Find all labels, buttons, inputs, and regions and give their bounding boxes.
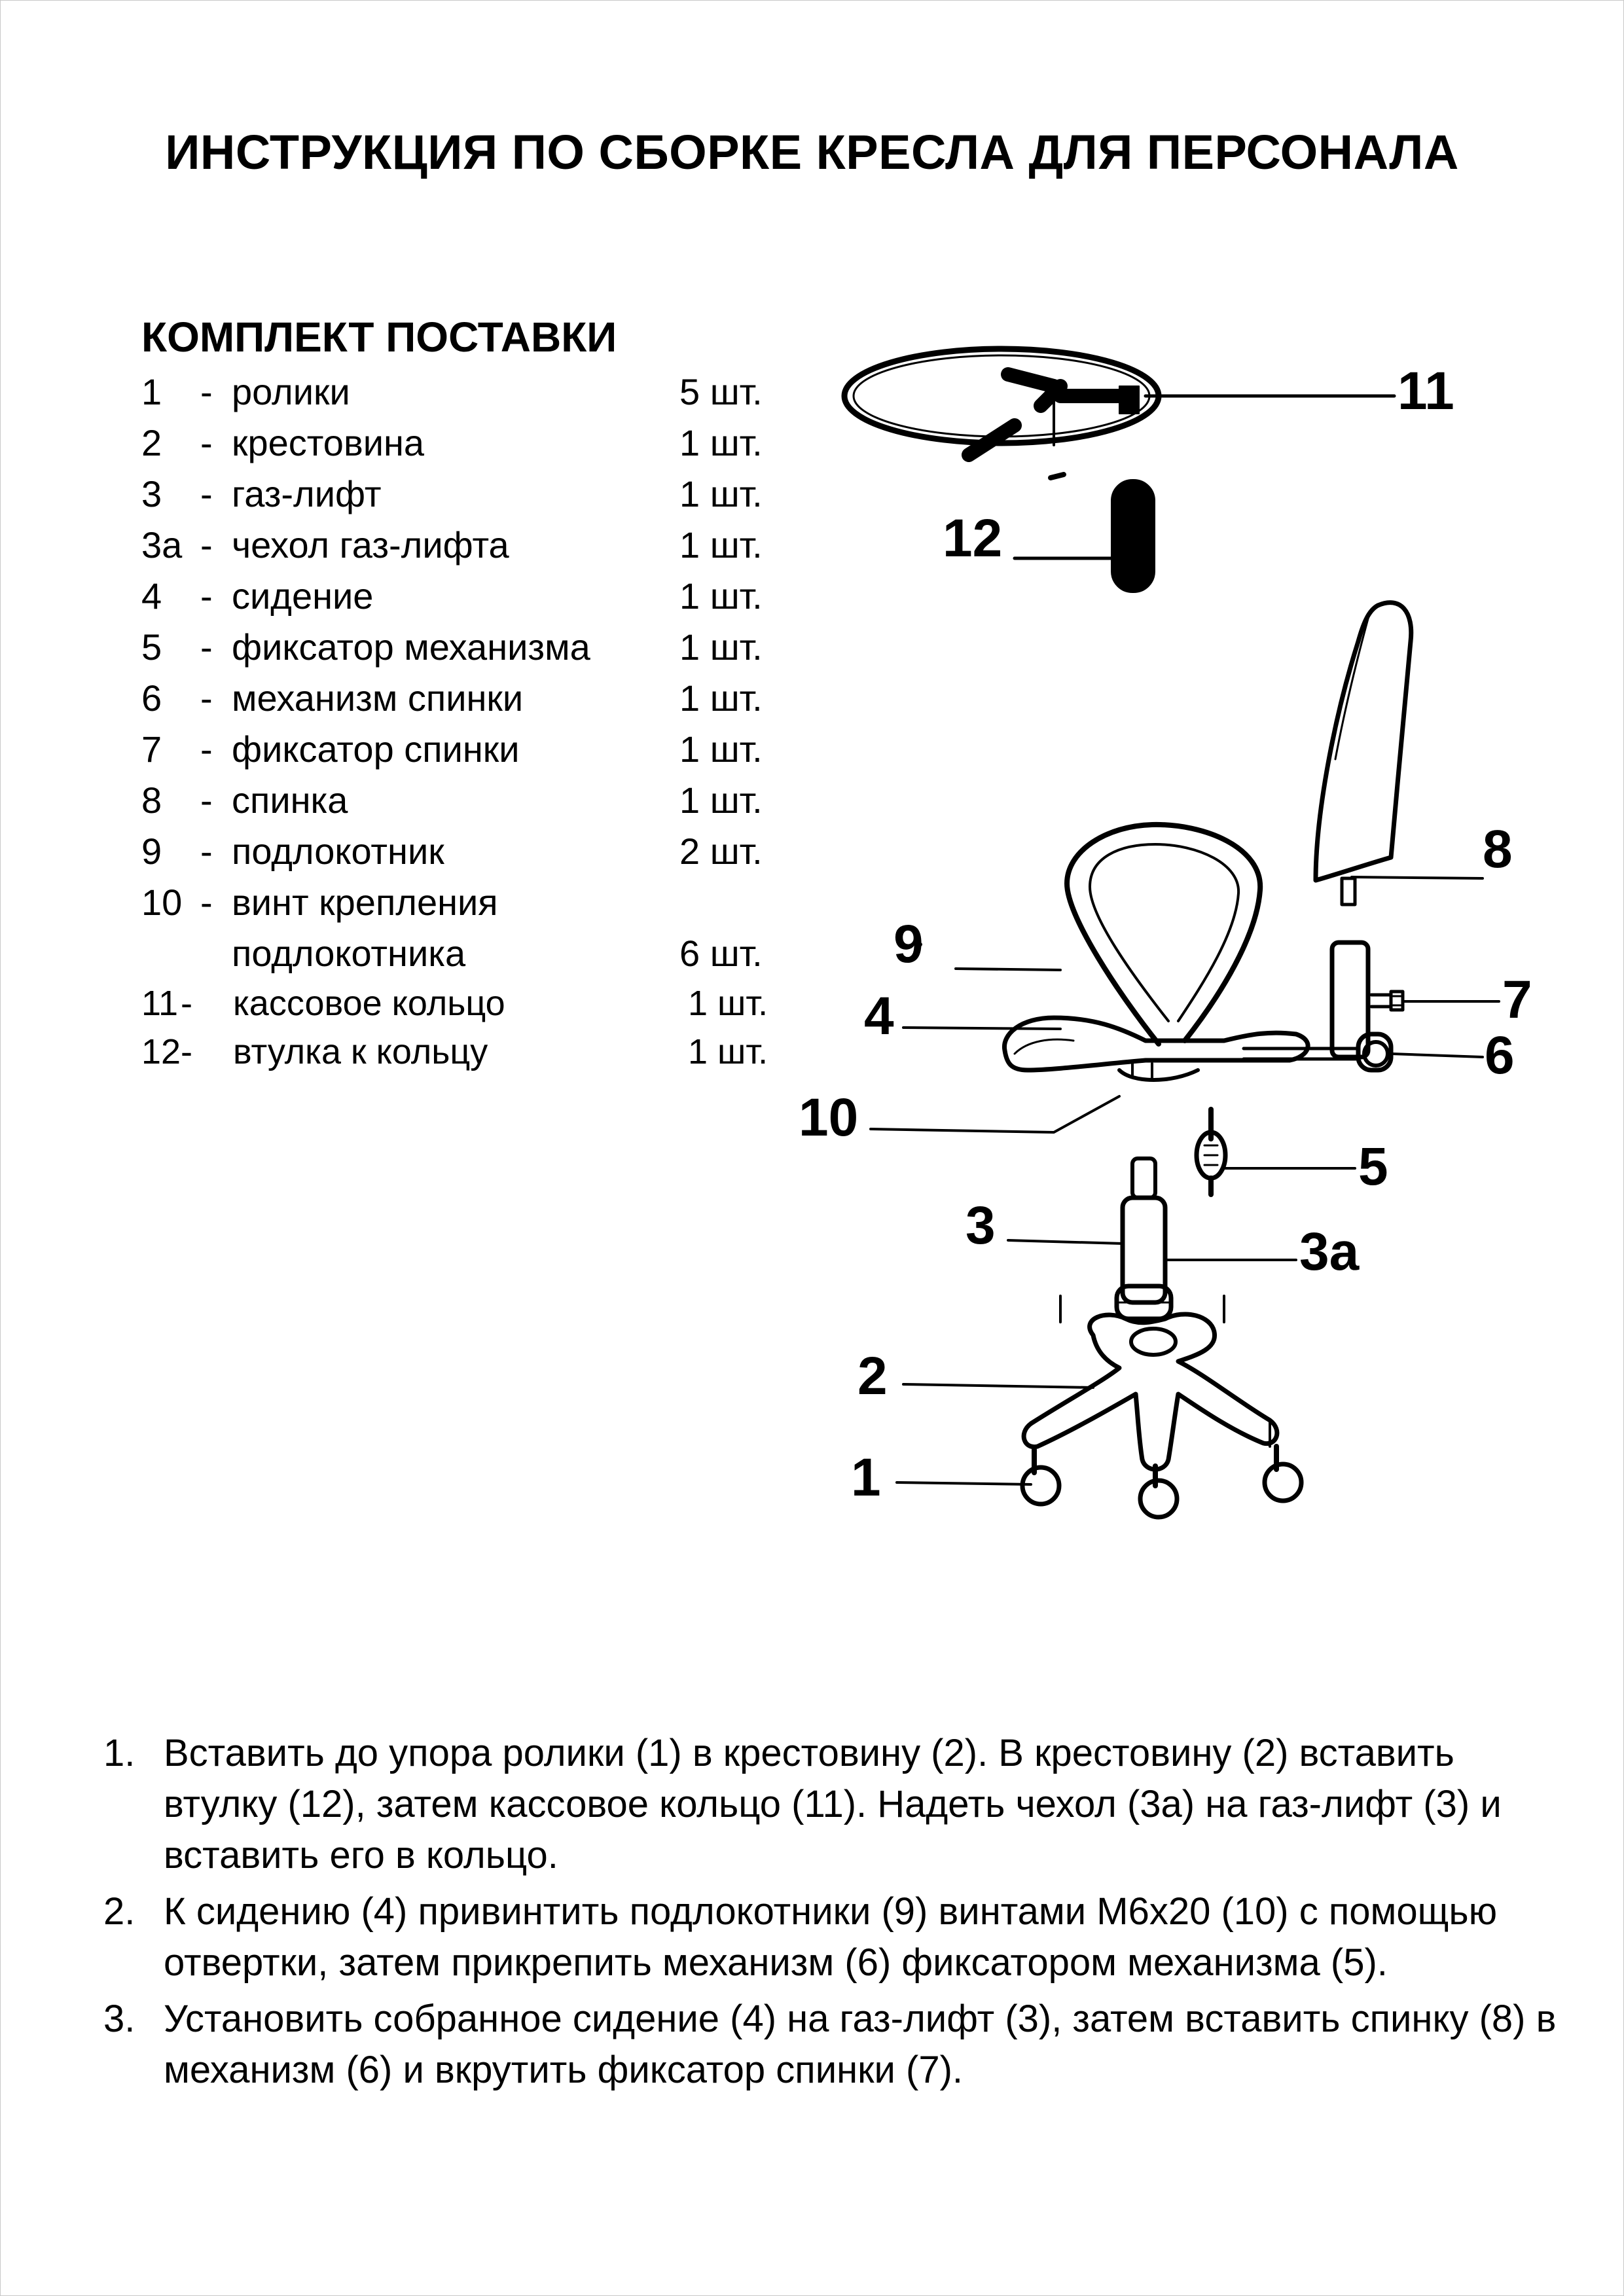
kit-item-dash: - — [181, 984, 192, 1023]
kit-item-dash: - — [200, 831, 213, 872]
armrest-screw-illustration — [1119, 1064, 1198, 1080]
backrest-mechanism-illustration — [1244, 942, 1391, 1070]
page-title: ИНСТРУКЦИЯ ПО СБОРКЕ КРЕСЛА ДЛЯ ПЕРСОНАЛА — [165, 125, 1459, 179]
kit-item — [141, 979, 796, 1028]
callout-12: 12 — [943, 509, 1003, 568]
kit-item-dash: - — [200, 575, 213, 617]
step-number: 2. — [103, 1890, 135, 1933]
caster-left-illustration — [1022, 1450, 1059, 1504]
kit-item-num: 2 — [141, 422, 162, 463]
kit-item-num: 6 — [141, 677, 162, 719]
mechanism-lock-illustration — [1197, 1109, 1225, 1194]
kit-item-num: 9 — [141, 831, 162, 872]
armrest-illustration — [1067, 825, 1260, 1044]
kit-item-num: 10 — [141, 882, 183, 923]
chair-diagram-svg — [753, 288, 1604, 1545]
kit-item — [141, 1028, 796, 1076]
kit-item-name: чехол газ-лифта — [232, 524, 509, 565]
kit-item — [141, 622, 796, 673]
callout-7: 7 — [1502, 970, 1532, 1030]
ring-bush-illustration — [1113, 481, 1153, 591]
kit-item-dash: - — [200, 626, 213, 668]
kit-item — [141, 673, 796, 724]
kit-item-num: 3а — [141, 524, 183, 565]
callout-2: 2 — [857, 1346, 888, 1406]
kit-item-name: газ-лифт — [232, 473, 382, 514]
kit-item-num: 1 — [141, 371, 162, 412]
kit-item-dash: - — [181, 1032, 192, 1071]
kit-item-name: ролики — [232, 371, 350, 412]
leader-line-6 — [1391, 1054, 1483, 1057]
kit-item-qty: 1 шт. — [679, 422, 763, 463]
step-number: 3. — [103, 1998, 135, 2040]
kit-item-name: спинка — [232, 780, 348, 821]
kit-item-qty: 1 шт. — [679, 524, 763, 565]
kit-item-num: 4 — [141, 575, 162, 617]
leader-line-10 — [871, 1096, 1119, 1132]
caster-right-illustration — [1265, 1446, 1301, 1501]
kit-item-dash: - — [200, 524, 213, 565]
kit-item-qty: 5 шт. — [679, 371, 763, 412]
kit-item — [141, 877, 796, 979]
kit-item — [141, 418, 796, 469]
kit-item-qty: 1 шт. — [679, 780, 763, 821]
kit-item-num: 12 — [141, 1032, 181, 1071]
leader-line-2 — [903, 1384, 1093, 1388]
kit-item-qty: 1 шт. — [679, 626, 763, 668]
kit-item-name: кассовое кольцо — [233, 984, 505, 1023]
kit-item-qty: 1 шт. — [679, 575, 763, 617]
callout-5: 5 — [1358, 1137, 1388, 1196]
kit-item-name: подлокотник — [232, 831, 444, 872]
kit-item — [141, 775, 796, 826]
kit-item-name: фиксатор механизма — [232, 626, 590, 668]
kit-item-num: 8 — [141, 780, 162, 821]
kit-item-dash: - — [200, 677, 213, 719]
kit-item-qty: 1 шт. — [679, 677, 763, 719]
kit-item-dash: - — [200, 473, 213, 514]
chair-assembly-diagram — [753, 288, 1604, 1545]
callout-4: 4 — [864, 986, 894, 1046]
kit-item-name: фиксатор спинки — [232, 728, 520, 770]
assembly-step — [98, 1728, 1571, 1881]
callout-3a: 3а — [1299, 1222, 1360, 1282]
kit-item-qty: 1 шт. — [679, 473, 763, 514]
kit-item-num: 11 — [141, 984, 179, 1023]
callout-10: 10 — [799, 1088, 859, 1147]
kit-item-dash: - — [200, 728, 213, 770]
kit-item-dash: - — [200, 882, 213, 923]
step-number: 1. — [103, 1732, 135, 1774]
leader-line-8 — [1352, 877, 1483, 878]
callout-8: 8 — [1483, 819, 1513, 879]
gas-lift-illustration — [1123, 1158, 1165, 1302]
kit-item-qty: 1 шт. — [688, 984, 768, 1023]
kit-item-qty: 1 шт. — [688, 1032, 768, 1071]
assembly-step — [98, 1886, 1571, 1988]
kit-item-name: сидение — [232, 575, 374, 617]
kit-item-name: крестовина — [232, 422, 425, 463]
kit-item-name: втулка к кольцу — [233, 1032, 488, 1071]
assembly-step — [98, 1994, 1571, 2096]
kit-item-dash: - — [200, 422, 213, 463]
backrest-illustration — [1316, 603, 1411, 905]
kit-item-qty: 6 шт. — [679, 933, 763, 974]
kit-item — [141, 367, 796, 418]
kit-item-name: винт крепления подлокотника — [232, 882, 498, 974]
kit-item-dash: - — [200, 371, 213, 412]
kit-item-num: 5 — [141, 626, 162, 668]
step-text: Установить собранное сидение (4) на газ-лифт (3), затем вставить спинку (8) в механизм (6) и вкрутить фиксатор спинки (7). — [164, 1998, 1557, 2091]
kit-item-dash: - — [200, 780, 213, 821]
callout-9: 9 — [893, 914, 924, 974]
kit-item-qty: 1 шт. — [679, 728, 763, 770]
kit-item — [141, 571, 796, 622]
callout-3: 3 — [965, 1196, 996, 1255]
kit-item-name: механизм спинки — [232, 677, 524, 719]
kit-item-num: 3 — [141, 473, 162, 514]
step-text: К сидению (4) привинтить подлокотники (9) винтами М6х20 (10) с помощью отвертки, затем прикрепить механизм (6) фиксатором механизма (5). — [164, 1890, 1498, 1984]
kit-item-num: 7 — [141, 728, 162, 770]
callout-11: 11 — [1398, 361, 1454, 421]
assembly-steps — [98, 1728, 1571, 2101]
callout-1: 1 — [851, 1448, 881, 1507]
leader-line-4 — [903, 1028, 1060, 1029]
kit-item — [141, 520, 796, 571]
kit-list — [141, 367, 796, 1076]
kit-item — [141, 826, 796, 877]
leader-line-1 — [897, 1482, 1031, 1484]
step-text: Вставить до упора ролики (1) в крестовину (2). В крестовину (2) вставить втулку (12), затем кассовое кольцо (11). Надеть чехол (3а) на газ-лифт (3) и вставить его в кольцо. — [164, 1732, 1502, 1876]
base-illustration — [1024, 1296, 1277, 1469]
leader-line-9 — [956, 969, 1060, 970]
caster-middle-illustration — [1140, 1466, 1177, 1517]
kit-item — [141, 724, 796, 775]
kit-item — [141, 469, 796, 520]
backrest-lock-screw-illustration — [1371, 992, 1403, 1010]
cash-ring-illustration — [844, 349, 1159, 478]
kit-item-qty: 2 шт. — [679, 831, 763, 872]
kit-heading: КОМПЛЕКТ ПОСТАВКИ — [141, 314, 617, 361]
leader-line-3 — [1008, 1240, 1123, 1244]
callout-6: 6 — [1485, 1026, 1515, 1085]
